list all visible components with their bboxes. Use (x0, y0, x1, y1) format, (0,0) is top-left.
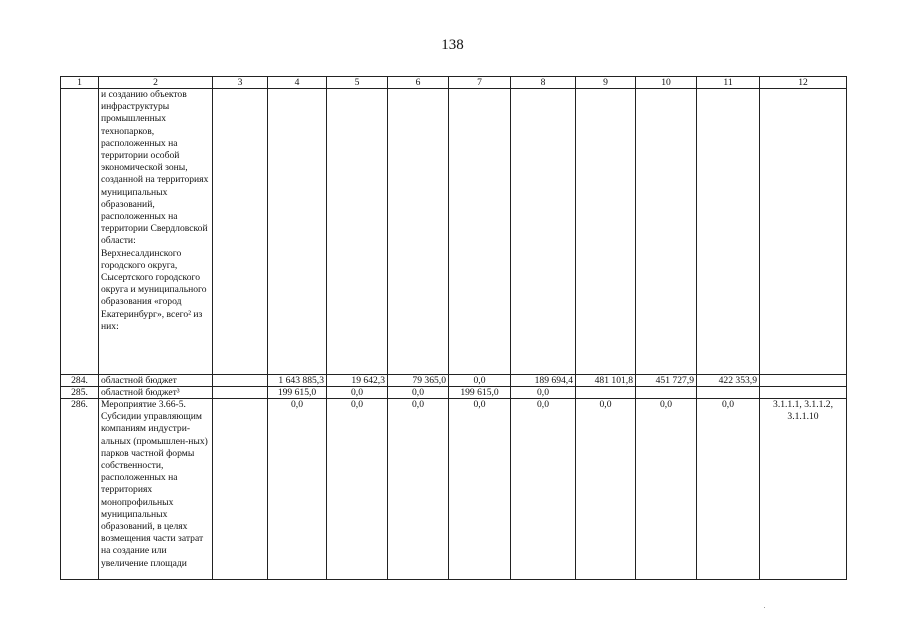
value-cell: 481 101,8 (576, 375, 636, 387)
table-cell (760, 387, 847, 399)
table-cell (760, 375, 847, 387)
column-header: 7 (449, 77, 511, 89)
column-number-header (61, 77, 847, 89)
table-cell (576, 387, 636, 399)
description-cell: областной бюджет (99, 375, 213, 387)
column-header: 5 (327, 77, 388, 89)
table-cell (213, 399, 268, 580)
table-cell (576, 89, 636, 375)
table-cell (327, 89, 388, 375)
table-row (61, 387, 847, 399)
value-cell: 189 694,4 (511, 375, 576, 387)
description-cell: областной бюджет³ (99, 387, 213, 399)
value-cell: 0,0 (449, 375, 511, 387)
column-header: 10 (636, 77, 697, 89)
table-cell (213, 387, 268, 399)
column-header: 3 (213, 77, 268, 89)
row-number-cell: 285. (61, 387, 99, 399)
column-header: 1 (61, 77, 99, 89)
value-cell: 0,0 (636, 399, 697, 580)
row-number-cell: 284. (61, 375, 99, 387)
table-cell (697, 387, 760, 399)
table-cell (511, 89, 576, 375)
column-header: 6 (388, 77, 449, 89)
budget-table (60, 76, 847, 580)
table-row (61, 89, 847, 375)
value-cell: 451 727,9 (636, 375, 697, 387)
value-cell: 422 353,9 (697, 375, 760, 387)
table-row (61, 375, 847, 387)
table-cell (760, 89, 847, 375)
row-number-cell: 286. (61, 399, 99, 580)
value-cell: 0,0 (388, 399, 449, 580)
column-header: 12 (760, 77, 847, 89)
column-header: 11 (697, 77, 760, 89)
row-number-cell (61, 89, 99, 375)
value-cell: 79 365,0 (388, 375, 449, 387)
table-cell (636, 387, 697, 399)
table-cell (213, 375, 268, 387)
target-indicator-cell: 3.1.1.1, 3.1.1.2, 3.1.1.10 (760, 399, 847, 580)
table-cell (449, 89, 511, 375)
value-cell: 199 615,0 (268, 387, 327, 399)
table-cell (636, 89, 697, 375)
description-cell: Мероприятие 3.66-5. Субсидии управляющим компаниям индустри-альных (промышлен-ных) парков частной формы собственности, расположенных на территориях монопрофильных муниципальных образований, в целях возмещения части затрат на создание или увеличение площади (99, 399, 213, 580)
table-cell (213, 89, 268, 375)
value-cell: 0,0 (511, 399, 576, 580)
value-cell: 1 643 885,3 (268, 375, 327, 387)
value-cell: 0,0 (327, 399, 388, 580)
value-cell: 199 615,0 (449, 387, 511, 399)
value-cell: 0,0 (449, 399, 511, 580)
scan-speck (764, 607, 765, 608)
column-header: 4 (268, 77, 327, 89)
value-cell: 0,0 (388, 387, 449, 399)
value-cell: 0,0 (697, 399, 760, 580)
column-header: 8 (511, 77, 576, 89)
table-cell (268, 89, 327, 375)
value-cell: 0,0 (268, 399, 327, 580)
page-number: 138 (441, 37, 464, 53)
table-cell (697, 89, 760, 375)
table-row (61, 399, 847, 580)
table-cell (388, 89, 449, 375)
value-cell: 0,0 (576, 399, 636, 580)
value-cell: 19 642,3 (327, 375, 388, 387)
description-cell: и созданию объектов инфраструктуры промышленных технопарков, расположенных на территории особой экономической зоны, созданной на территориях муниципальных образований, расположенных на территории Свердловской области: Верхнесалдинского городского округа, Сысертского городского округа и муниципального образования «город Екатеринбург», всего² из них: (99, 89, 213, 375)
column-header: 9 (576, 77, 636, 89)
column-header: 2 (99, 77, 213, 89)
value-cell: 0,0 (511, 387, 576, 399)
value-cell: 0,0 (327, 387, 388, 399)
